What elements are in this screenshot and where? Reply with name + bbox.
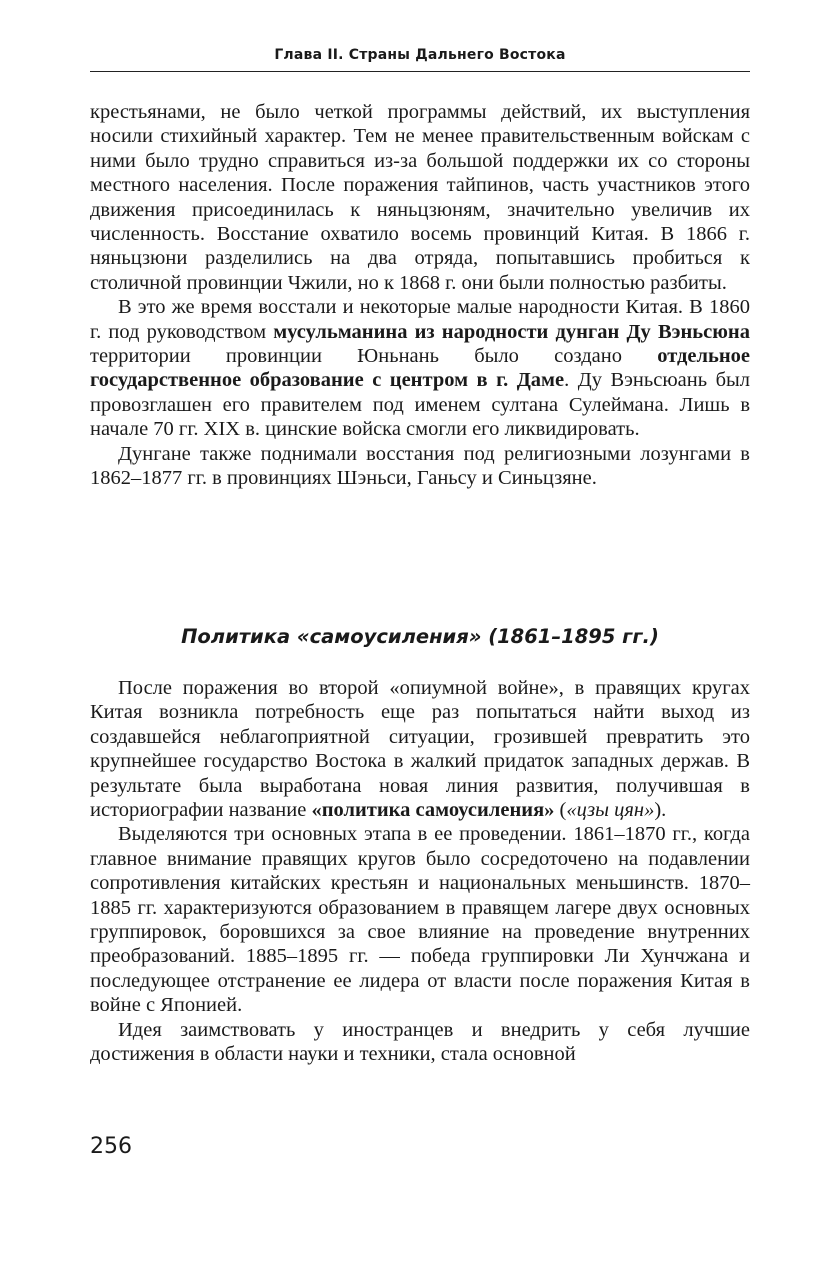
bold-term-du-wenxiu: мусульманина из народности дунган Ду Вэньсюна [273,320,750,343]
header-divider [90,71,750,72]
paragraph-self-strengthening [90,676,750,822]
text-run: После поражения во второй «опиумной войне», в правящих кругах Китая возникла потребность еще раз попытаться найти выход из создавшейся неблагоприятной ситуации, грозившей превратить это крупнейшее государство Востока в жалкий придаток западных держав. В результате была выработана новая линия развития, получившая в историографии название [90,677,750,822]
running-head-title: Глава II. Страны Дальнего Востока [274,47,566,63]
paragraph-three-stages: Выделяются три основных этапа в ее проведении. 1861–1870 гг., когда главное внимание правящих кругов было сосредоточено на подавлении сопротивления китайских крестьян и национальных меньшинств. 1870–1885 гг. характеризуются образованием в правящем лагере двух основных группировок, боровшихся за свое влияние на проведение внутренних преобразований. 1885–1895 гг. — победа группировки Ли Хунчжана и последующее отстранение ее лидера от власти после поражения Китая в войне с Японией. [90,823,750,1017]
paragraph-minor-peoples [90,295,750,441]
body-text-upper [90,100,750,491]
text-run: ). [654,799,667,822]
bold-term-self-strengthening: «политика самоусиления» [311,799,555,822]
paragraph-dungan: Дунгане также поднимали восстания под религиозными лозунгами в 1862–1877 гг. в провинциях Шэньси, Ганьсу и Синьцзяне. [90,442,750,490]
text-run: . Ду Вэньсюань был провозглашен его правителем под именем султана Сулеймана. Лишь в начале 70 гг. XIX в. цинские войска смогли его ликвидировать. [90,369,750,441]
bold-term-state-formation: отдельное государственное образование с центром в г. Даме [90,345,750,392]
section-heading: Политика «самоусиления» (1861–1895 гг.) [181,625,659,648]
text-run: В это же время восстали и некоторые малые народности Китая. В 1860 г. под руководством [90,296,750,343]
text-run: территории провинции Юньнань было создано [90,345,658,368]
paragraph-borrowing-idea: Идея заимствовать у иностранцев и внедрить у себя лучшие достижения в области науки и техники, стала основной [90,1018,750,1066]
paragraph-continued: крестьянами, не было четкой программы действий, их выступления носили стихийный характер. Тем не менее правительственным войскам с ними было трудно справиться из-за большой поддержки их со стороны местного населения. После поражения тайпинов, часть участников этого движения присоединилась к няньцзюням, значительно увеличив их численность. Восстание охватило восемь провинций Китая. В 1866 г. няньцзюни разделились на два отряда, попытавшись пробиться к столичной провинции Чжили, но к 1868 г. они были полностью разбиты. [90,101,750,294]
body-text-lower [90,676,750,1067]
italic-term-ziqiang: «цзы цян» [566,799,655,822]
text-run: ( [554,799,567,822]
page-number: 256 [90,1134,132,1159]
